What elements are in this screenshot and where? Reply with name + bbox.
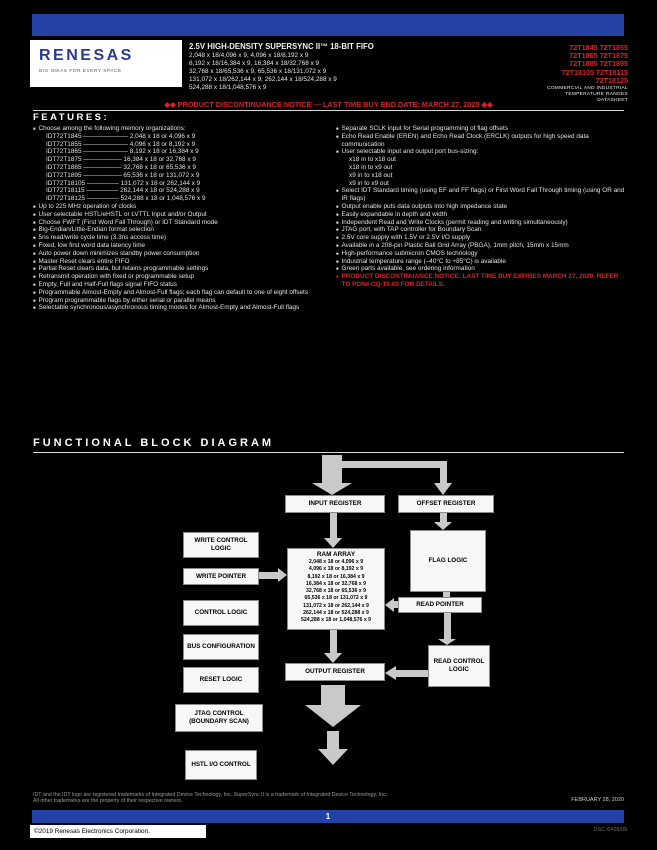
ram-size-line: 65,536 x 18 or 131,072 x 9	[304, 595, 368, 602]
flow-arrow-output-big	[321, 685, 345, 705]
feature-item	[33, 203, 329, 211]
feature-subitem: IDT72T1865 ——————— 8,192 x 18 or 16,384 x 9	[46, 148, 199, 156]
feature-item	[33, 219, 329, 227]
feature-item	[336, 242, 626, 250]
temp-range-line: DATASHEET	[597, 97, 628, 103]
feature-subitem: IDT72T1895 —————— 65,536 x 18 or 131,072 x 9	[46, 171, 200, 179]
feature-item	[336, 148, 626, 156]
bullet-icon: ■	[33, 219, 36, 225]
feature-item	[336, 203, 626, 211]
title-organization-lines	[189, 52, 489, 92]
bullet-icon: ■	[336, 149, 339, 155]
flow-arrow-offset-to-flag	[440, 513, 447, 522]
bullet-icon: ■	[33, 203, 36, 209]
flow-arrowhead-writepointer-to-ram	[278, 568, 287, 582]
footnote-line: IDT and the IDT logo are registered trademarks of Integrated Device Technology, Inc. SuperSync II is a trademark of Integrated Device Technology, Inc.	[33, 792, 388, 798]
feature-text: Auto power down minimizes standby power consumption	[38, 249, 200, 257]
temp-range-line: COMMERCIAL AND INDUSTRIAL	[547, 86, 628, 91]
feature-item	[336, 258, 626, 266]
feature-text: Fixed, low first word data latency time	[38, 241, 146, 249]
diagram-divider	[33, 452, 624, 453]
read-control-logic-box: READ CONTROL LOGIC	[428, 645, 490, 687]
feature-subitem: IDT72T1855 ——————— 4,096 x 18 or 8,192 x 9	[46, 140, 196, 148]
feature-subitem: IDT72T18105 ————— 131,072 x 18 or 262,144 x 9	[46, 179, 201, 187]
reset-logic-box: RESET LOGIC	[183, 667, 259, 693]
feature-text: Selectable synchronous/asynchronous timing modes for Almost-Empty and Almost-Full flags	[38, 304, 300, 312]
flag-logic-box: FLAG LOGIC	[410, 530, 486, 592]
flow-arrow-ram-to-output	[330, 630, 337, 653]
title-organization-line: 2,048 x 18/4,096 x 9, 4,096 x 18/8,192 x 9	[189, 51, 309, 59]
control-logic-box: CONTROL LOGIC	[183, 600, 259, 626]
feature-subitem: x9 in to x18 out	[349, 171, 393, 179]
bullet-icon: ■	[33, 274, 36, 280]
feature-item	[33, 265, 329, 273]
title-organization-line: 524,288 x 18/1,048,576 x 9	[189, 83, 267, 91]
copyright-notice: ©2019 Renesas Electronics Corporation.	[30, 825, 206, 838]
feature-text: Choose FWFT (First Word Fall Through) or IDT Standard mode	[38, 218, 218, 226]
feature-item	[336, 265, 626, 273]
features-heading: FEATURES:	[33, 112, 110, 123]
bullet-icon: ■	[33, 289, 36, 295]
ram-size-line: 524,288 x 18 or 1,048,576 x 9	[300, 617, 372, 624]
feature-item	[33, 273, 329, 281]
logo-wordmark: RENESAS	[39, 47, 134, 64]
feature-text: Partial Reset clears data, but retains programmable settings	[38, 265, 209, 273]
feature-item	[336, 187, 626, 203]
feature-item	[336, 273, 626, 289]
feature-item	[33, 242, 329, 250]
feature-subitem: IDT72T1875 —————— 16,384 x 18 or 32,768 x 9	[46, 156, 196, 164]
document-date: FEBRUARY 28, 2020	[571, 797, 624, 803]
renesas-logo	[30, 40, 182, 87]
flow-arrowhead-readcontrol-to-output	[385, 666, 396, 680]
ram-size-line: 262,144 x 18 or 524,288 x 9	[303, 610, 369, 617]
features-left-column	[33, 125, 329, 312]
flow-arrow-input	[322, 455, 342, 483]
bullet-icon: ■	[336, 133, 339, 139]
feature-item	[33, 281, 329, 289]
feature-text: Big-Endian/Little-Endian format selection	[38, 226, 154, 234]
input-register-box: INPUT REGISTER	[285, 495, 385, 513]
logo-tagline: BIG IDEAS FOR EVERY SPACE	[39, 69, 122, 74]
hstl-io-control-box: HSTL I/O CONTROL	[185, 750, 257, 780]
bullet-icon: ■	[336, 235, 339, 241]
feature-subitem: IDT72T18125 ————— 524,288 x 18 or 1,048,576 x 9	[46, 195, 206, 203]
feature-item	[336, 219, 626, 227]
part-number-line: 72T1865 72T1875	[569, 51, 628, 61]
trademark-footnote	[33, 792, 573, 805]
ram-size-line: 16,384 x 18 or 32,768 x 9	[306, 580, 366, 587]
feature-text: User selectable input and output port bus-sizing:	[341, 148, 479, 156]
part-number-line: 72T18125	[595, 75, 628, 85]
bullet-icon: ■	[33, 211, 36, 217]
part-number-line: 72T1845 72T1855	[569, 43, 628, 52]
feature-text: Programmable Almost-Empty and Almost-Full flags; each flag can default to one of eight offsets	[38, 288, 309, 296]
flow-arrow-output-bottom	[327, 731, 339, 749]
bullet-icon: ■	[336, 242, 339, 248]
flow-arrowhead-output-big	[305, 705, 361, 727]
bullet-icon: ■	[336, 274, 339, 280]
bullet-icon: ■	[33, 266, 36, 272]
read-pointer-box: READ POINTER	[398, 597, 482, 613]
feature-text: Up to 225 MHz operation of clocks	[38, 202, 137, 210]
part-number-line: 72T18105 72T18115	[561, 67, 628, 77]
ram-array-box	[287, 548, 385, 630]
bullet-icon: ■	[33, 126, 36, 131]
flow-arrowhead-ram-to-output	[324, 653, 342, 663]
ram-size-line: 131,072 x 18 or 262,144 x 9	[303, 602, 369, 609]
document-code: DSC-6428/09	[593, 827, 627, 833]
feature-item	[336, 250, 626, 258]
title-main-line: 2.5V HIGH-DENSITY SUPERSYNC II™ 18-BIT FIFO	[189, 42, 374, 51]
feature-text: User selectable HSTL/eHSTL or LVTTL Input and/or Output	[38, 210, 207, 218]
bullet-icon: ■	[336, 126, 339, 131]
bullet-icon: ■	[33, 281, 36, 287]
feature-text: Easily expandable in depth and width	[341, 210, 448, 218]
write-control-logic-box: WRITE CONTROL LOGIC	[183, 532, 259, 558]
feature-text: High-performance submicron CMOS technology	[341, 249, 478, 257]
title-organization-line: 8,192 x 18/16,384 x 9, 16,384 x 18/32,768 x 9	[189, 59, 320, 67]
feature-subitem: IDT72T1885 —————— 32,768 x 18 or 65,536 x 9	[46, 163, 196, 171]
jtag-control-box: JTAG CONTROL (BOUNDARY SCAN)	[175, 704, 263, 732]
bullet-icon: ■	[336, 266, 339, 272]
feature-text: Retransmit operation with fixed or programmable setup	[38, 273, 195, 281]
header-divider	[33, 110, 624, 111]
feature-item	[33, 250, 329, 258]
flow-arrowhead-input-to-ram	[324, 538, 342, 548]
part-numbers	[470, 44, 628, 85]
feature-item	[33, 258, 329, 266]
feature-item	[336, 125, 626, 133]
bullet-icon: ■	[336, 250, 339, 256]
flow-arrow-offset-branch	[332, 461, 444, 468]
feature-subitem: x18 in to x18 out	[349, 156, 396, 164]
feature-item	[336, 133, 626, 149]
feature-item	[336, 211, 626, 219]
ram-size-line: 2,048 x 18 or 4,096 x 9	[308, 559, 364, 565]
discontinuance-notice: ◆◆ PRODUCT DISCONTINUANCE NOTICE — LAST TIME BUY END DATE: MARCH 27, 2020 ◆◆	[164, 100, 493, 109]
write-pointer-box: WRITE POINTER	[183, 568, 259, 585]
flow-arrowhead-readpointer-to-ram	[385, 598, 394, 612]
output-register-box: OUTPUT REGISTER	[285, 663, 385, 681]
document-title	[189, 42, 489, 92]
bullet-icon: ■	[336, 227, 339, 233]
bullet-icon: ■	[33, 305, 36, 311]
bullet-icon: ■	[33, 242, 36, 248]
feature-item	[33, 211, 329, 219]
part-number-line: 72T1885 72T1895	[569, 59, 628, 69]
flow-arrowhead-output-bottom	[318, 749, 348, 765]
title-organization-line: 32,768 x 18/65,536 x 9, 65,536 x 18/131,072 x 9	[189, 67, 327, 75]
feature-item	[33, 234, 329, 242]
feature-item	[33, 125, 329, 133]
flow-arrow-writepointer-to-ram	[259, 572, 278, 579]
footnote-line: All other trademarks are the property of their respective owners.	[33, 798, 183, 805]
feature-item	[33, 289, 329, 297]
features-right-column	[336, 125, 626, 289]
bullet-icon: ■	[33, 258, 36, 264]
feature-text: Choose among the following memory organizations:	[38, 125, 186, 132]
feature-text: Echo Read Enable (EREN) and Echo Read Clock (ERCLK) outputs for high speed data communication	[341, 132, 589, 148]
ram-array-title: RAM ARRAY	[316, 551, 356, 558]
feature-item	[336, 226, 626, 234]
bullet-icon: ■	[33, 227, 36, 233]
feature-text: Independent Read and Write Clocks (permit reading and writing simultaneously)	[341, 218, 568, 226]
feature-subitem: x18 in to x9 out	[349, 163, 393, 171]
feature-text: Output enable puts data outputs into high impedance state	[341, 202, 508, 210]
flow-arrowhead-offset	[434, 483, 452, 495]
feature-text: Separate SCLK input for Serial programming of flag offsets	[341, 125, 509, 132]
feature-text: Master Reset clears entire FIFO	[38, 257, 130, 265]
bottom-accent-bar	[32, 810, 624, 823]
feature-item	[336, 234, 626, 242]
feature-text: 2.5V core supply with 1.5V or 2.5V I/O supply	[341, 234, 471, 242]
bus-configuration-box: BUS CONFIGURATION	[183, 634, 259, 660]
bullet-icon: ■	[336, 203, 339, 209]
ram-size-line: 32,768 x 18 or 65,536 x 9	[306, 588, 366, 595]
ram-size-line: 8,192 x 18 or 16,384 x 9	[307, 573, 365, 580]
bullet-icon: ■	[336, 258, 339, 264]
bullet-icon: ■	[33, 235, 36, 241]
flow-arrow-input-to-ram	[330, 513, 337, 538]
ram-size-line: 4,096 x 18 or 8,192 x 9	[308, 566, 364, 573]
feature-item	[33, 304, 329, 312]
page-number: 1	[325, 812, 331, 821]
ram-array-sizes	[301, 559, 371, 625]
flow-arrow-readpointer-to-readcontrol	[444, 613, 451, 639]
bullet-icon: ■	[336, 219, 339, 225]
feature-item	[33, 226, 329, 234]
flow-arrow-offset	[440, 461, 447, 483]
temp-range-line: TEMPERATURE RANGES	[565, 91, 628, 97]
offset-register-box: OFFSET REGISTER	[398, 495, 494, 513]
block-diagram-heading: FUNCTIONAL BLOCK DIAGRAM	[33, 437, 275, 449]
top-accent-bar	[32, 14, 624, 36]
bullet-icon: ■	[33, 250, 36, 256]
feature-text: Select IDT Standard timing (using EF and FF flags) or First Word Fall Through timing (using OR and IR flags)	[341, 187, 625, 203]
flow-arrowhead-offset-to-flag	[434, 522, 452, 530]
feature-text: Green parts available, see ordering information	[341, 265, 475, 273]
feature-subitem: IDT72T18115 ————— 262,144 x 18 or 524,288 x 9	[46, 187, 200, 195]
feature-text: Empty, Full and Half-Full flags signal FIFO status	[38, 280, 177, 288]
bullet-icon: ■	[336, 188, 339, 194]
feature-item	[33, 297, 329, 305]
feature-text: Industrial temperature range (–40°C to +85°C) is available	[341, 257, 506, 265]
feature-text: Program programmable flags by either serial or parallel means	[38, 296, 216, 304]
bullet-icon: ■	[336, 211, 339, 217]
feature-text: JTAG port, with TAP controller for Boundary Scan	[341, 226, 482, 234]
feature-text: PRODUCT DISCONTINUANCE NOTICE: LAST TIME BUY EXPIRES MARCH 27, 2020. REFER TO PDN# CQ-19-03 FOR DETAILS.	[341, 273, 619, 288]
title-organization-line: 131,072 x 18/262,144 x 9, 262,144 x 18/524,288 x 9	[189, 75, 337, 83]
feature-text: Available in a 208-pin Plastic Ball Grid Array (PBGA), 1mm pitch, 15mm x 15mm	[341, 241, 569, 249]
functional-block-diagram	[0, 455, 657, 792]
flow-arrowhead-input	[312, 483, 352, 495]
feature-text: 5ns read/write cycle time (3.3ns access time)	[38, 234, 167, 242]
flow-arrow-readcontrol-to-output	[396, 670, 428, 677]
bullet-icon: ■	[33, 297, 36, 303]
feature-subitem: IDT72T1845 ——————— 2,048 x 18 or 4,096 x 9	[46, 132, 196, 140]
feature-subitem: x9 in to x9 out	[349, 179, 389, 187]
